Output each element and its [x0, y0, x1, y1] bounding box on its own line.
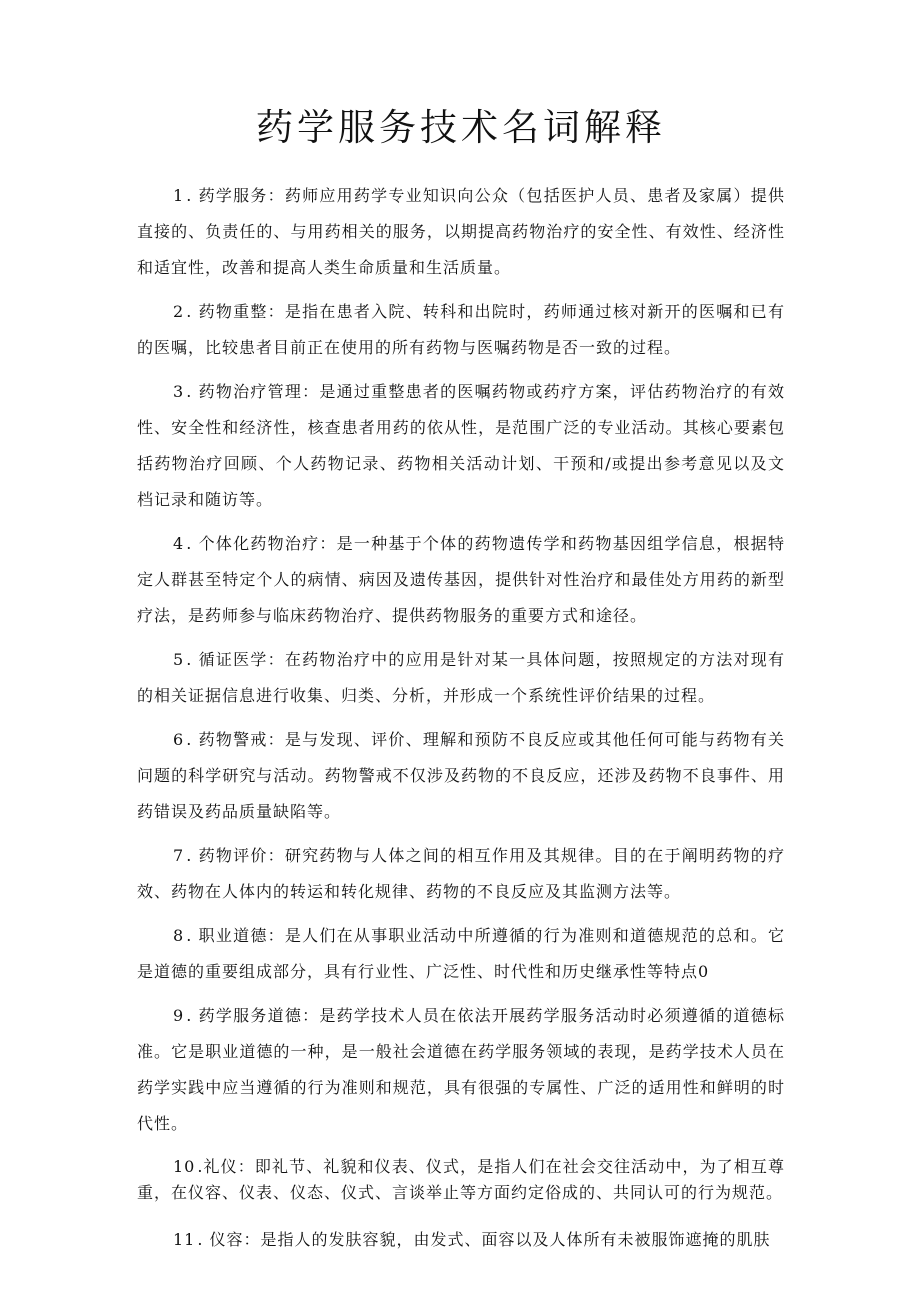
- entry-number: 5: [173, 650, 185, 669]
- entry-text: 是一种基于个体的药物遗传学和药物基因组学信息，根据特定人群甚至特定个人的病情、病因及遗传基因，提供针对性治疗和最佳处方用药的新型疗法，是药师参与临床药物治疗、提供药物服务的重要方式和途径。: [137, 534, 785, 625]
- entry-term: . 循证医学：: [186, 650, 285, 669]
- entry-term: . 药物警戒：: [186, 730, 285, 749]
- entry-term: . 药物评价：: [186, 846, 285, 865]
- entry-1: [137, 178, 785, 286]
- entry-text: 是药学技术人员在依法开展药学服务活动时必须遵循的道德标准。它是职业道德的一种，是一般社会道德在药学服务领域的表现，是药学技术人员在药学实践中应当遵循的行为准则和规范，具有很强的专属性、广泛的适用性和鲜明的时代性。: [137, 1006, 785, 1133]
- entry-8: [137, 918, 785, 990]
- entry-number: 4: [173, 534, 185, 553]
- document-page: [137, 100, 785, 1266]
- entry-number: 7: [173, 846, 185, 865]
- entry-term: .礼仪：: [197, 1157, 255, 1176]
- entry-text: 是通过重整患者的医嘱药物或药疗方案，评估药物治疗的有效性、安全性和经济性，核查患者用药的依从性，是范围广泛的专业活动。其核心要素包括药物治疗回顾、个人药物记录、药物相关活动计划、干预和/或提出参考意见以及文档记录和随访等。: [137, 382, 785, 509]
- document-title: 药学服务技术名词解释: [256, 106, 666, 149]
- entry-term: . 药学服务：: [186, 186, 285, 205]
- entry-number: 8: [173, 926, 185, 945]
- entry-text: 研究药物与人体之间的相互作用及其规律。目的在于阐明药物的疗效、药物在人体内的转运和转化规律、药物的不良反应及其监测方法等。: [137, 846, 785, 901]
- entry-text: 即礼节、礼貌和仪表、仪式，是指人们在社会交往活动中，为了相互尊重，在仪容、仪表、仪态、仪式、言谈举止等方面约定俗成的、共同认可的行为规范。: [137, 1157, 785, 1202]
- entry-9: [137, 998, 785, 1142]
- entry-term: . 药物重整：: [186, 302, 285, 321]
- entry-text: 是与发现、评价、理解和预防不良反应或其他任何可能与药物有关问题的科学研究与活动。药物警戒不仅涉及药物的不良反应，还涉及药物不良事件、用药错误及药品质量缺陷等。: [137, 730, 785, 821]
- entry-2: [137, 294, 785, 366]
- entry-term: . 职业道德：: [186, 926, 285, 945]
- entry-text: 是人们在从事职业活动中所遵循的行为准则和道德规范的总和。它是道德的重要组成部分，具有行业性、广泛性、时代性和历史继承性等特点0: [137, 926, 785, 981]
- entry-number: 2: [173, 302, 185, 321]
- entry-10: [137, 1154, 785, 1206]
- entry-7: [137, 838, 785, 910]
- entry-number: 10: [173, 1157, 196, 1176]
- entry-text: 药师应用药学专业知识向公众（包括医护人员、患者及家属）提供直接的、负责任的、与用药相关的服务，以期提高药物治疗的安全性、有效性、经济性和适宜性，改善和提高人类生命质量和生活质量。: [137, 186, 785, 277]
- entry-11: [137, 1222, 785, 1258]
- entry-number: 11: [173, 1230, 196, 1249]
- entry-3: [137, 374, 785, 518]
- entry-4: [137, 526, 785, 634]
- entry-term: . 药学服务道德：: [186, 1006, 320, 1025]
- entry-number: 3: [173, 382, 185, 401]
- entry-text: 在药物治疗中的应用是针对某一具体问题，按照规定的方法对现有的相关证据信息进行收集、归类、分析，并形成一个系统性评价结果的过程。: [137, 650, 785, 705]
- entry-number: 6: [173, 730, 185, 749]
- entry-term: . 药物治疗管理：: [186, 382, 320, 401]
- entry-number: 9: [173, 1006, 185, 1025]
- entry-6: [137, 722, 785, 830]
- entry-number: 1: [173, 186, 185, 205]
- entry-term: . 仪容：: [197, 1230, 261, 1249]
- entry-5: [137, 642, 785, 714]
- entry-text: 是指人的发肤容貌，由发式、面容以及人体所有未被服饰遮掩的肌肤: [260, 1230, 771, 1249]
- entry-text: 是指在患者入院、转科和出院时，药师通过核对新开的医嘱和已有的医嘱，比较患者目前正在使用的所有药物与医嘱药物是否一致的过程。: [137, 302, 785, 357]
- entry-term: . 个体化药物治疗：: [186, 534, 337, 553]
